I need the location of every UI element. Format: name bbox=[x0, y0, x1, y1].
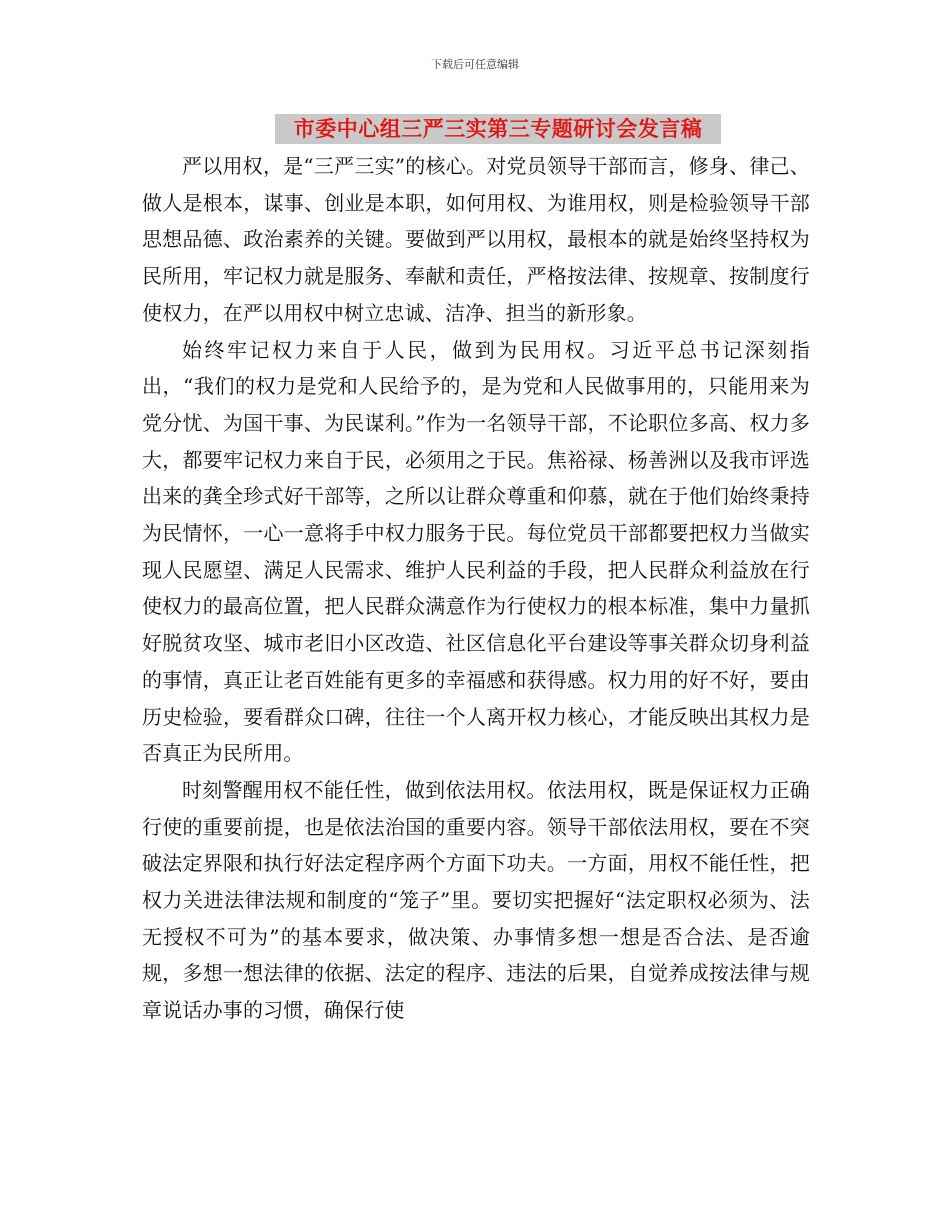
document-body bbox=[142, 148, 810, 1029]
document-title: 市委中心组三严三实第三专题研讨会发言稿 bbox=[275, 114, 721, 144]
title-block bbox=[275, 114, 721, 144]
body-paragraph-2: 始终牢记权力来自于人民，做到为民用权。习近平总书记深刻指出，“我们的权力是党和人民给予的，是为党和人民做事用的，只能用来为党分忧、为国干事、为民谋利。”作为一名领导干部，不论职位多高、权力多大，都要牢记权力来自于民，必须用之于民。焦裕禄、杨善洲以及我市评选出来的龚全珍式好干部等，之所以让群众尊重和仰慕，就在于他们始终秉持为民情怀，一心一意将手中权力服务于民。每位党员干部都要把权力当做实现人民愿望、满足人民需求、维护人民利益的手段，把人民群众利益放在行使权力的最高位置，把人民群众满意作为行使权力的根本标准，集中力量抓好脱贫攻坚、城市老旧小区改造、社区信息化平台建设等事关群众切身利益的事情，真正让老百姓能有更多的幸福感和获得感。权力用的好不好，要由历史检验，要看群众口碑，往往一个人离开权力核心，才能反映出其权力是否真正为民所用。 bbox=[142, 337, 810, 766]
page-header-note: 下载后可任意编辑 bbox=[431, 58, 519, 71]
body-paragraph-3: 时刻警醒用权不能任性，做到依法用权。依法用权，既是保证权力正确行使的重要前提，也是依法治国的重要内容。领导干部依法用权，要在不突破法定界限和执行好法定程序两个方面下功夫。一方面，用权不能任性，把权力关进法律法规和制度的“笼子”里。要切实把握好“法定职权必须为、法无授权不可为”的基本要求，做决策、办事情多想一想是否合法、是否逾规，多想一想法律的依据、法定的程序、违法的后果，自觉养成按法律与规章说话办事的习惯，确保行使 bbox=[142, 777, 810, 1023]
body-paragraph-1: 严以用权，是“三严三实”的核心。对党员领导干部而言，修身、律己、做人是根本，谋事、创业是本职，如何用权、为谁用权，则是检验领导干部思想品德、政治素养的关键。要做到严以用权，最根本的就是始终坚持权为民所用，牢记权力就是服务、奉献和责任，严格按法律、按规章、按制度行使权力，在严以用权中树立忠诚、洁净、担当的新形象。 bbox=[142, 154, 810, 325]
